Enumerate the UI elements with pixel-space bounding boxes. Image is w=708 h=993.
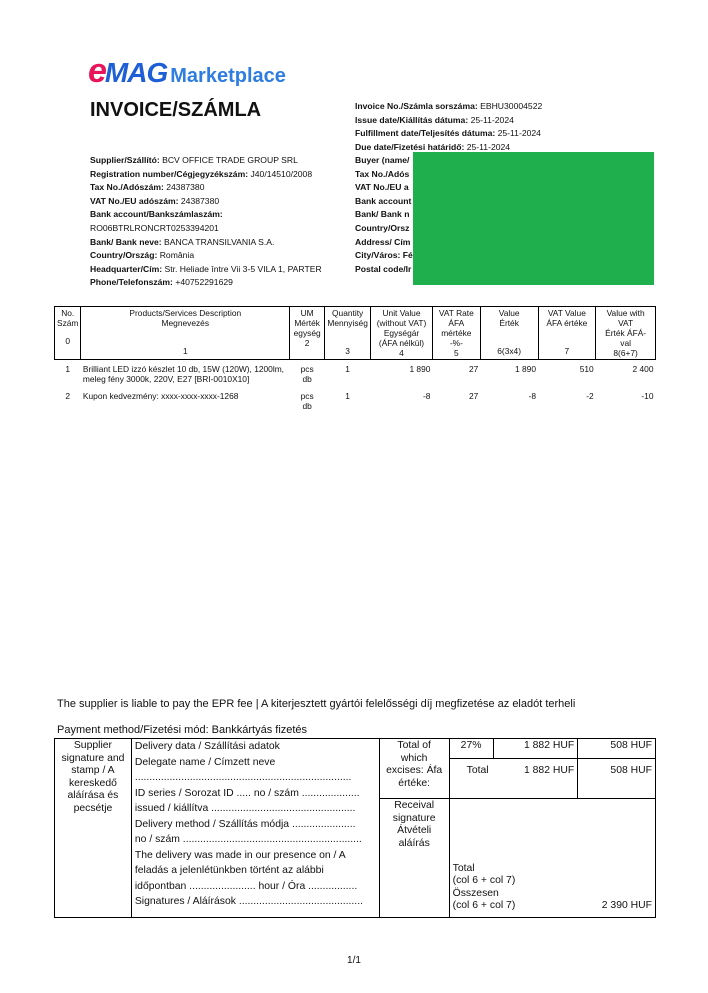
invoice-meta xyxy=(355,100,542,154)
fulfillment-date-row: Fulfillment date/Teljesítés dátuma: 25-11-2024 xyxy=(355,128,541,139)
col-header-qty: Quantity Mennyiség 3 xyxy=(325,307,371,360)
redaction-box xyxy=(413,152,654,285)
hq-label: Headquarter/Cím: xyxy=(90,263,163,274)
buyer-block xyxy=(355,154,413,276)
col-header-vat: VAT Value ÁFA értéke 7 xyxy=(538,307,596,360)
vat-rate-value: 1 882 HUF xyxy=(493,739,578,759)
supplier-signature-cell: Supplier signature and stamp / A kereskedő aláírása és pecsétje xyxy=(55,739,132,918)
buyer-vat-label: VAT No./EU a xyxy=(355,182,409,193)
col-header-value: Value Érték 6(3x4) xyxy=(480,307,538,360)
col-header-rate: VAT Rate ÁFA mértéke -%- 5 xyxy=(432,307,480,360)
buyer-tax-label: Tax No./Adós xyxy=(355,168,410,179)
col-header-total: Value with VAT Érték ÁFÁ- val 8(6+7) xyxy=(596,307,656,360)
grand-total-value: 2 390 HUF xyxy=(601,900,652,912)
tax-value: 24387380 xyxy=(166,182,205,193)
invoice-number-row: Invoice No./Számla sorszáma: EBHU30004522 xyxy=(355,101,543,111)
vat-rate-pct: 27% xyxy=(449,739,493,759)
table-row: 2 Kupon kedvezmény: xxxx-xxxx-xxxx-1268 pcs db 1 -8 27 -8 -2 -10 xyxy=(65,391,654,411)
tax-label: Tax No./Adószám: xyxy=(90,182,164,193)
col-header-desc: Products/Services Description Megnevezés 1 xyxy=(81,307,290,360)
total-excises-label: Total of which excises: Áfa értéke: xyxy=(379,739,449,799)
emag-marketplace-logo xyxy=(88,52,286,88)
buyer-bank-label: Bank/ Bank n xyxy=(355,209,410,220)
hq-value: Str. Heliade între Vii 3-5 VILA 1, PARTER xyxy=(164,263,322,274)
vat-label: VAT No./EU adószám: xyxy=(90,195,179,206)
phone-label: Phone/Telefonszám: xyxy=(90,277,173,288)
grand-total-labels: Total (col 6 + col 7) Összesen (col 6 + col 7) xyxy=(452,862,516,912)
buyer-city-label: City/Város: Fé xyxy=(355,250,413,261)
supplier-block xyxy=(90,154,322,290)
buyer-country-label: Country/Orsz xyxy=(355,222,410,233)
logo-mag: MAG xyxy=(104,57,168,88)
invoice-title: INVOICE/SZÁMLA xyxy=(90,99,262,121)
bank-account-label: Bank account/Bankszámlaszám: xyxy=(90,209,223,220)
bank-value: BANCA TRANSILVANIA S.A. xyxy=(164,236,275,247)
table-row: 1 Brilliant LED izzó készlet 10 db, 15W (120W), 1200lm, meleg fény 3000k, 220V, E27 [BRI-0010X10] pcs db 1 1 890 27 1 890 510 2 400 xyxy=(65,364,654,384)
col-header-no: No. Szám 0 xyxy=(55,307,81,360)
payment-method: Payment method/Fizetési mód: Bankkártyás fizetés xyxy=(57,724,308,736)
buyer-address-label: Address/ Cím xyxy=(355,236,411,247)
buyer-name-label: Buyer (name/ xyxy=(355,155,410,165)
bank-account-value: RO06BTRLRONCRT0253394201 xyxy=(90,222,219,233)
total-vat: 508 HUF xyxy=(578,759,656,799)
buyer-bank-account-label: Bank account xyxy=(355,195,412,206)
country-value: România xyxy=(159,250,195,261)
logo-e: e xyxy=(88,52,105,90)
epr-note: The supplier is liable to pay the EPR fee | A kiterjesztett gyártói felelősségi díj megfizetése az eladót terheli xyxy=(57,698,576,710)
vat-rate-vat: 508 HUF xyxy=(578,739,656,759)
page-number: 1/1 xyxy=(347,955,361,966)
receival-signature-cell: Receival signature Átvételi aláírás xyxy=(379,799,449,918)
supplier-label: Supplier/Szállító: xyxy=(90,155,160,165)
table-header-row xyxy=(55,307,656,360)
reg-value: J40/14510/2008 xyxy=(250,168,313,179)
delivery-data-cell: Delivery data / Szállítási adatok Delegate name / Címzett neve ........................................................................... ID series / Sorozat ID ..... no / szám .................... issued / kiállítva .................................................. Delivery method / Szállítás módja ...................... no / szám .............................................................. The delivery was made in our presence on / A feladás a jelenlétünkben történt az alábbi időpontban ....................... hour / Óra ................. Signatures / Aláírások ........................................... xyxy=(131,739,379,918)
total-cell xyxy=(449,759,578,799)
footer-table xyxy=(54,738,656,918)
total-label: Total xyxy=(466,765,489,776)
logo-marketplace: Marketplace xyxy=(170,65,286,87)
grand-total-cell xyxy=(449,799,655,918)
supplier-name: BCV OFFICE TRADE GROUP SRL xyxy=(162,155,298,165)
due-date-row: Due date/Fizetési határidő: 25-11-2024 xyxy=(355,141,511,152)
vat-value: 24387380 xyxy=(180,195,220,206)
buyer-postal-label: Postal code/Ir xyxy=(355,263,412,274)
col-header-um: UM Mérték egység 2 xyxy=(290,307,325,360)
items-table xyxy=(54,306,656,412)
phone-value: +40752291629 xyxy=(175,277,233,288)
col-header-unit: Unit Value (without VAT) Egységár (ÁFA nélkül) 4 xyxy=(371,307,433,360)
bank-label: Bank/ Bank neve: xyxy=(90,236,162,247)
country-label: Country/Ország: xyxy=(90,250,158,261)
issue-date-row: Issue date/Kiállítás dátuma: 25-11-2024 xyxy=(355,114,514,125)
total-value: 1 882 HUF xyxy=(523,765,575,776)
reg-label: Registration number/Cégjegyzékszám: xyxy=(90,168,249,179)
